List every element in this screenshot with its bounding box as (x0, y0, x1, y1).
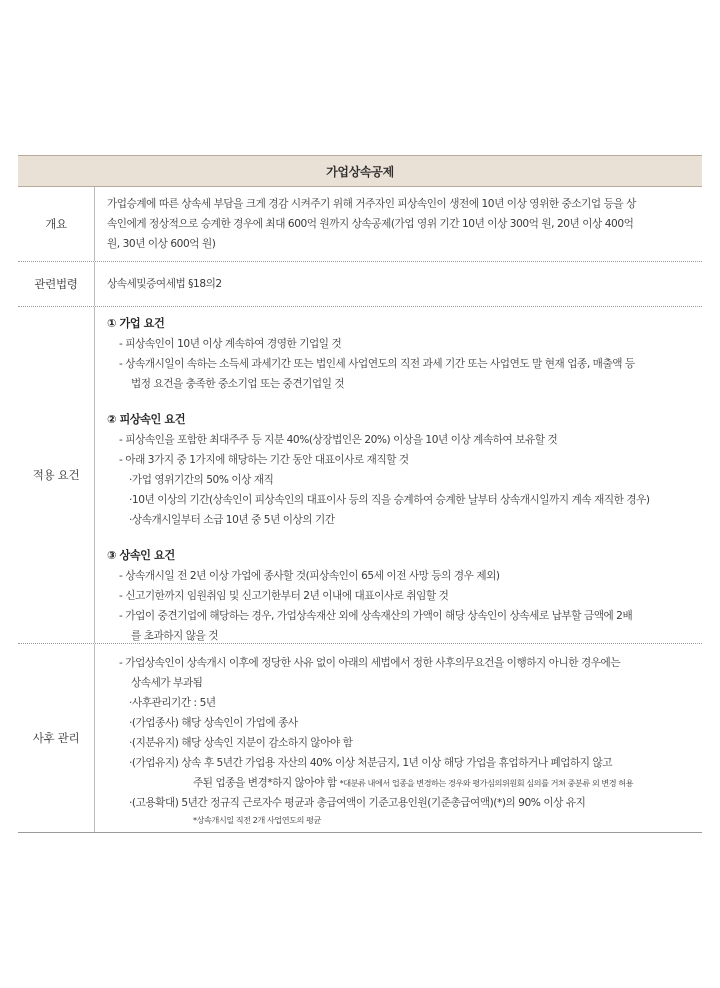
footnote: *상속개시일 직전 2개 사업연도의 평균 (193, 815, 321, 825)
overview-row (18, 187, 702, 262)
requirements-label: 적용 요건 (18, 307, 95, 643)
overview-line: 가업승계에 따른 상속세 부담을 크게 경감 시켜주기 위해 거주자인 피상속인이 생전에 10년 이상 영위한 중소기업 등을 상 (107, 198, 636, 210)
requirement-item: - 가업이 중견기업에 해당하는 경우, 가업상속재산 외에 상속재산의 가액이 해당 상속인이 상속세로 납부할 금액에 2배 (119, 610, 633, 622)
post-management-row (18, 644, 702, 833)
business-requirement-title: ① 가업 요건 (107, 317, 165, 330)
table-title: 가업상속공제 (18, 155, 702, 187)
law-label: 관련법령 (18, 262, 95, 306)
law-row (18, 262, 702, 307)
post-subitem-text: 주된 업종을 변경*하지 않아야 함 (193, 777, 337, 789)
overview-content (95, 187, 702, 261)
requirement-item: - 상속개시일 전 2년 이상 가업에 종사할 것(피상속인이 65세 이전 사망 등의 경우 제외) (119, 570, 500, 582)
requirements-row (18, 307, 702, 644)
requirements-content (95, 307, 702, 643)
footnote: *대분류 내에서 업종을 변경하는 경우와 평가심의위원회 심의를 거쳐 중분류 외 변경 허용 (339, 778, 634, 788)
requirement-subitem: ·상속개시일부터 소급 10년 중 5년 이상의 기간 (129, 514, 335, 526)
requirement-item: - 아래 3가지 중 1가지에 해당하는 기간 동안 대표이사로 재직할 것 (119, 454, 409, 466)
post-item: - 가업상속인이 상속개시 이후에 정당한 사유 없이 아래의 세법에서 정한 사후의무요건을 이행하지 아니한 경우에는 (119, 657, 621, 669)
requirement-item: - 상속개시일이 속하는 소득세 과세기간 또는 법인세 사업연도의 직전 과세 기간 또는 사업연도 말 현재 업종, 매출액 등 (119, 358, 635, 370)
post-subitem: ·사후관리기간 : 5년 (129, 697, 216, 709)
decedent-requirement-title: ② 피상속인 요건 (107, 413, 186, 426)
requirement-item-continued: 법정 요건을 충족한 중소기업 또는 중견기업일 것 (131, 378, 345, 390)
overview-line: 속인에게 정상적으로 승계한 경우에 최대 600억 원까지 상속공제(가업 영위 기간 10년 이상 300억 원, 20년 이상 400억 (107, 218, 634, 230)
requirement-subitem: ·가업 영위기간의 50% 이상 재직 (129, 474, 274, 486)
post-subitem-continued (107, 773, 692, 793)
post-item-continued: 상속세가 부과됨 (131, 677, 203, 689)
requirement-item: - 피상속인이 10년 이상 계속하여 경영한 기업일 것 (119, 338, 342, 350)
requirement-item: - 피상속인을 포함한 최대주주 등 지분 40%(상장법인은 20%) 이상을 10년 이상 계속하여 보유할 것 (119, 434, 558, 446)
post-management-content (95, 644, 702, 832)
post-subitem: ·(고용확대) 5년간 정규직 근로자수 평균과 총급여액이 기준고용인원(기준총급여액)(*)의 90% 이상 유지 (129, 797, 586, 809)
overview-label: 개요 (18, 187, 95, 261)
inheritance-deduction-table (18, 155, 702, 833)
post-management-label: 사후 관리 (18, 644, 95, 832)
law-text: 상속세및증여세법 §18의2 (107, 278, 222, 290)
post-subitem: ·(지분유지) 해당 상속인 지분이 감소하지 않아야 함 (129, 737, 353, 749)
overview-line: 원, 30년 이상 600억 원) (107, 238, 216, 250)
law-content (95, 262, 702, 306)
post-subitem: ·(가업유지) 상속 후 5년간 가업용 자산의 40% 이상 처분금지, 1년 이상 해당 가업을 휴업하거나 폐업하지 않고 (129, 757, 613, 769)
heir-requirement-title: ③ 상속인 요건 (107, 549, 175, 562)
requirement-subitem: ·10년 이상의 기간(상속인이 피상속인의 대표이사 등의 직을 승계하여 승계한 날부터 상속개시일까지 계속 재직한 경우) (129, 494, 650, 506)
requirement-item: - 신고기한까지 임원취임 및 신고기한부터 2년 이내에 대표이사로 취임할 것 (119, 590, 449, 602)
requirement-item-continued: 를 초과하지 않을 것 (131, 630, 219, 642)
post-subitem: ·(가업종사) 해당 상속인이 가업에 종사 (129, 717, 298, 729)
